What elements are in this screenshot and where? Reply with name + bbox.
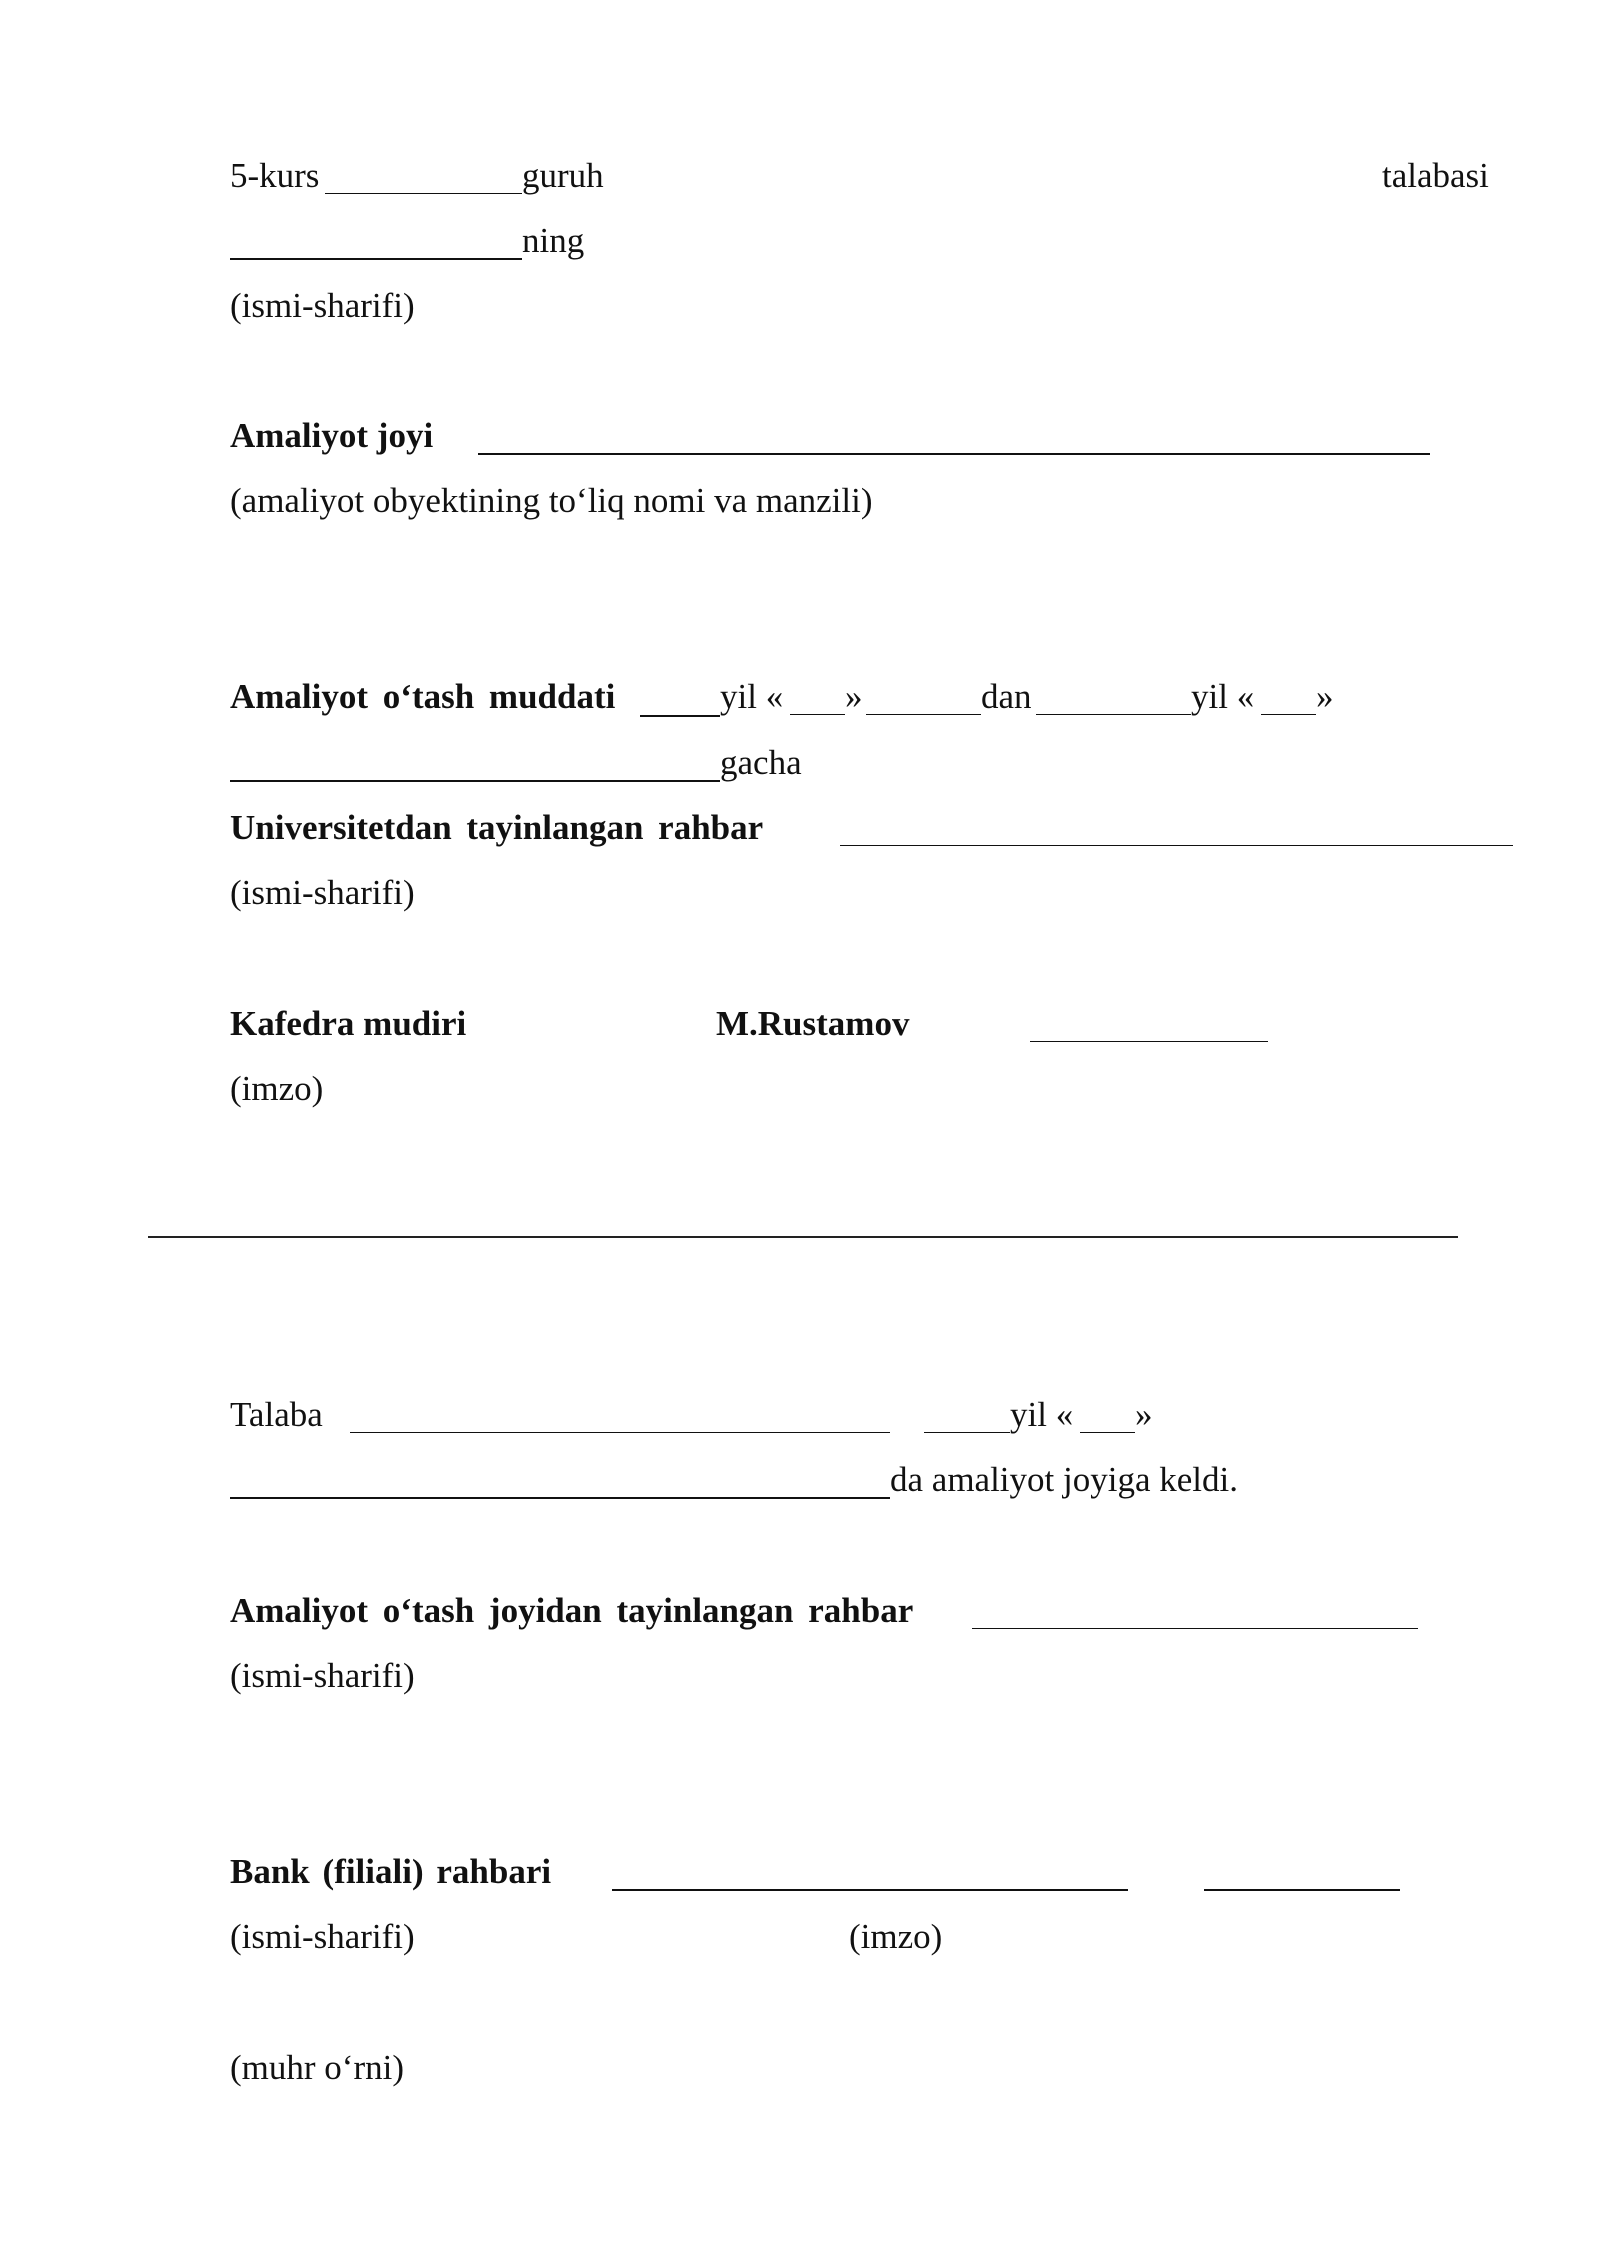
practice-place-label: Amaliyot joyi (230, 416, 434, 455)
department-head-signature-hint: (imzo) (230, 1069, 324, 1108)
department-head-name: M.Rustamov (716, 1004, 910, 1043)
arrival-month-blank[interactable] (230, 1497, 890, 1499)
arrival-student-label: Talaba (230, 1395, 323, 1434)
period-start-month-blank[interactable] (866, 714, 981, 715)
bank-head-name-blank[interactable] (612, 1889, 1128, 1891)
practice-place-blank[interactable] (478, 453, 1430, 455)
department-head-signature-blank[interactable] (1030, 1041, 1268, 1042)
possessive-suffix: ning (522, 221, 585, 260)
site-supervisor-hint: (ismi-sharifi) (230, 1656, 415, 1695)
period-end-close-quote: » (1316, 677, 1334, 716)
section-divider (148, 1236, 1458, 1238)
site-supervisor-blank[interactable] (972, 1628, 1418, 1629)
arrival-year-blank[interactable] (924, 1432, 1010, 1433)
arrival-close-quote: » (1135, 1395, 1153, 1434)
stamp-place-hint: (muhr o‘rni) (230, 2048, 404, 2087)
arrival-year-label: yil « (1010, 1395, 1074, 1434)
group-blank[interactable] (325, 193, 522, 194)
university-supervisor-hint: (ismi-sharifi) (230, 873, 415, 912)
arrival-student-name-blank[interactable] (350, 1432, 890, 1433)
arrival-day-blank[interactable] (1080, 1432, 1135, 1433)
period-end-year-label: yil « (1191, 677, 1255, 716)
course-label: 5-kurs (230, 156, 320, 195)
bank-head-name-hint: (ismi-sharifi) (230, 1917, 415, 1956)
period-end-year-blank[interactable] (1036, 714, 1191, 715)
student-name-hint: (ismi-sharifi) (230, 286, 415, 325)
period-end-month-blank[interactable] (230, 780, 720, 782)
bank-head-label: Bank (filiali) rahbari (230, 1852, 552, 1891)
practice-place-hint: (amaliyot obyektining to‘liq nomi va manzili) (230, 481, 873, 520)
period-until-label: gacha (720, 743, 802, 782)
arrival-statement: da amaliyot joyiga keldi. (890, 1460, 1238, 1499)
practice-period-label: Amaliyot o‘tash muddati (230, 677, 616, 716)
period-start-day-blank[interactable] (790, 714, 845, 715)
student-name-blank[interactable] (230, 258, 522, 260)
period-start-year-blank[interactable] (640, 715, 720, 717)
bank-head-signature-blank[interactable] (1204, 1889, 1400, 1891)
student-word: talabasi (1382, 156, 1489, 195)
university-supervisor-label: Universitetdan tayinlangan rahbar (230, 808, 764, 847)
bank-head-signature-hint: (imzo) (849, 1917, 943, 1956)
site-supervisor-label: Amaliyot o‘tash joyidan tayinlangan rahbar (230, 1591, 914, 1630)
period-end-day-blank[interactable] (1261, 714, 1316, 715)
period-from-label: dan (981, 677, 1032, 716)
group-label: guruh (522, 156, 604, 195)
department-head-label: Kafedra mudiri (230, 1004, 467, 1043)
period-start-close-quote: » (845, 677, 863, 716)
period-start-year-label: yil « (720, 677, 784, 716)
university-supervisor-blank[interactable] (840, 845, 1513, 846)
